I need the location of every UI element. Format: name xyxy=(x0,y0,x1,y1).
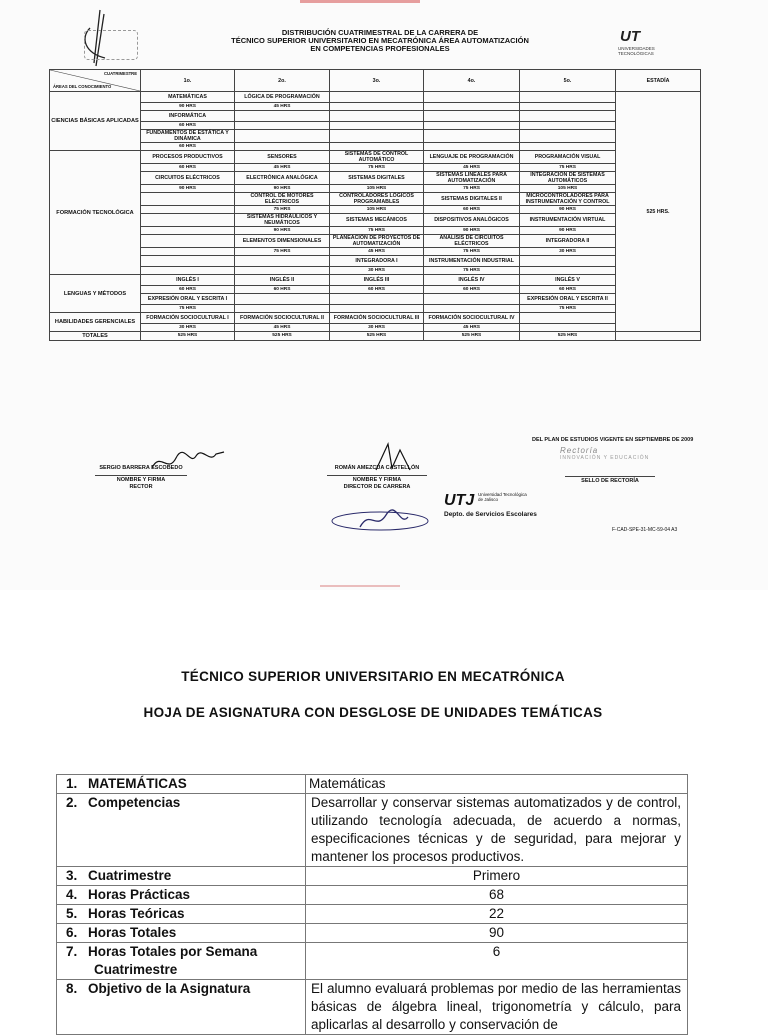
subject-cell: EXPRESIÓN ORAL Y ESCRITA II xyxy=(520,294,616,305)
subject-cell xyxy=(330,130,424,143)
hours-cell xyxy=(330,122,424,130)
subject-cell: INTEGRACIÓN DE SISTEMAS AUTOMÁTICOS xyxy=(520,172,616,185)
row-label: 6. Horas Totales xyxy=(57,924,306,943)
hours-cell: 75 HRS xyxy=(520,305,616,313)
subject-cell xyxy=(141,235,235,248)
subject-cell: PROGRAMACIÓN VISUAL xyxy=(520,151,616,164)
grid-row xyxy=(50,286,701,294)
subject-cell: SISTEMAS DIGITALES II xyxy=(424,193,520,206)
hours-cell: 60 HRS xyxy=(141,286,235,294)
seal-block xyxy=(565,476,655,485)
header-line: TÉCNICO SUPERIOR UNIVERSITARIO EN MECATRÓNICA ÁREA AUTOMATIZACIÓN xyxy=(231,36,529,45)
grid-row xyxy=(50,172,701,185)
row-value: 22 xyxy=(306,905,688,924)
hours-cell xyxy=(424,122,520,130)
subject-cell: INFORMÁTICA xyxy=(141,111,235,122)
column-header: 4o. xyxy=(424,70,520,92)
grid-row xyxy=(50,185,701,193)
utj-department: Depto. de Servicios Escolares xyxy=(444,511,537,518)
rector-caption: NOMBRE Y FIRMA xyxy=(116,477,166,483)
red-mark xyxy=(300,0,420,3)
rector-role: RECTOR xyxy=(129,484,153,490)
rector-name: SERGIO BARRERA ESCOBEDO xyxy=(99,465,183,471)
hours-cell xyxy=(141,206,235,214)
hours-cell xyxy=(330,103,424,111)
total-cell: 525 HRS xyxy=(141,332,235,341)
table-row xyxy=(57,775,688,794)
hours-cell: 60 HRS xyxy=(141,122,235,130)
table-row xyxy=(57,794,688,867)
table-row xyxy=(57,886,688,905)
hours-cell: 30 HRS xyxy=(330,324,424,332)
subject-cell xyxy=(330,111,424,122)
subject-cell: SISTEMAS LINEALES PARA AUTOMATIZACIÓN xyxy=(424,172,520,185)
utj-logo-sub: Universidad Tecnológica xyxy=(478,492,527,497)
red-mark xyxy=(320,585,400,587)
header-line: DISTRIBUCIÓN CUATRIMESTRAL DE LA CARRERA DE xyxy=(281,28,479,37)
subject-cell: INTEGRADORA II xyxy=(520,235,616,248)
totals-row xyxy=(50,332,701,341)
hours-cell: 75 HRS xyxy=(235,206,330,214)
grid-row xyxy=(50,214,701,227)
hours-cell: 60 HRS xyxy=(424,206,520,214)
hours-cell: 30 HRS xyxy=(141,324,235,332)
hours-cell: 45 HRS xyxy=(330,248,424,256)
page-title: TÉCNICO SUPERIOR UNIVERSITARIO EN MECATRÓNICA xyxy=(181,669,565,684)
subject-cell xyxy=(330,92,424,103)
hours-cell xyxy=(235,305,330,313)
hours-cell: 75 HRS xyxy=(141,305,235,313)
row-value: Primero xyxy=(306,867,688,886)
document-code: F-CAD-SPE-31-MC-59-04 A3 xyxy=(612,527,678,533)
subject-cell: INSTRUMENTACIÓN INDUSTRIAL xyxy=(424,256,520,267)
director-role: DIRECTOR DE CARRERA xyxy=(343,484,411,490)
grid-header-row xyxy=(50,70,701,92)
hours-cell: 60 HRS xyxy=(141,164,235,172)
area-label: HABILIDADES GERENCIALES xyxy=(50,313,141,332)
hours-cell: 90 HRS xyxy=(424,227,520,235)
column-header: 5o. xyxy=(520,70,616,92)
column-header: ESTADÍA xyxy=(616,70,701,92)
ut-logo-sub: TECNOLÓGICAS xyxy=(618,51,654,56)
grid-corner xyxy=(50,70,141,92)
subject-cell: LENGUAJE DE PROGRAMACIÓN xyxy=(424,151,520,164)
grid-row xyxy=(50,103,701,111)
subject-cell: SISTEMAS HIDRÁULICOS Y NEUMÁTICOS xyxy=(235,214,330,227)
grid-row xyxy=(50,143,701,151)
subject-cell xyxy=(424,92,520,103)
row-value: 68 xyxy=(306,886,688,905)
hours-cell: 75 HRS xyxy=(424,248,520,256)
grid-row xyxy=(50,275,701,286)
subject-cell xyxy=(330,294,424,305)
grid-row xyxy=(50,248,701,256)
subject-cell: SISTEMAS DIGITALES xyxy=(330,172,424,185)
subject-cell: ANÁLISIS DE CIRCUITOS ELÉCTRICOS xyxy=(424,235,520,248)
table-row xyxy=(57,980,688,1035)
row-label: 4. Horas Prácticas xyxy=(57,886,306,905)
row-label: 5. Horas Teóricas xyxy=(57,905,306,924)
subject-cell xyxy=(520,130,616,143)
hours-cell xyxy=(520,143,616,151)
corner-label-top: CUATRIMESTRE xyxy=(104,71,137,76)
estadia-cell xyxy=(616,92,701,332)
table-row xyxy=(57,867,688,886)
subject-cell xyxy=(141,256,235,267)
ut-logo-mark: UT xyxy=(620,28,640,45)
hours-cell: 45 HRS xyxy=(424,324,520,332)
hours-cell: 105 HRS xyxy=(520,185,616,193)
subject-cell: INGLÉS V xyxy=(520,275,616,286)
total-cell: 525 HRS xyxy=(424,332,520,341)
hours-cell: 90 HRS xyxy=(235,185,330,193)
column-header: 2o. xyxy=(235,70,330,92)
hours-cell: 75 HRS xyxy=(424,185,520,193)
document-header xyxy=(200,29,560,53)
grid-row xyxy=(50,305,701,313)
page-subtitle: HOJA DE ASIGNATURA CON DESGLOSE DE UNIDADES TEMÁTICAS xyxy=(143,705,603,720)
hours-cell: 90 HRS xyxy=(141,103,235,111)
grid-row xyxy=(50,227,701,235)
subject-cell: FORMACIÓN SOCIOCULTURAL I xyxy=(141,313,235,324)
subject-cell xyxy=(520,92,616,103)
subject-cell xyxy=(235,256,330,267)
subject-cell: SENSORES xyxy=(235,151,330,164)
grid-row xyxy=(50,256,701,267)
subject-cell xyxy=(424,111,520,122)
subject-cell: LÓGICA DE PROGRAMACIÓN xyxy=(235,92,330,103)
subject-cell: EXPRESIÓN ORAL Y ESCRITA I xyxy=(141,294,235,305)
grid-row xyxy=(50,151,701,164)
hours-cell: 90 HRS xyxy=(520,227,616,235)
utj-logo-mark: UTJ xyxy=(444,492,475,509)
hours-cell: 75 HRS xyxy=(424,267,520,275)
area-label: CIENCIAS BÁSICAS APLICADAS xyxy=(50,92,141,151)
grid-row xyxy=(50,193,701,206)
subject-cell: FORMACIÓN SOCIOCULTURAL II xyxy=(235,313,330,324)
director-caption: NOMBRE Y FIRMA xyxy=(352,477,402,483)
subject-cell: MATEMÁTICAS xyxy=(141,92,235,103)
hours-cell xyxy=(235,267,330,275)
subject-table xyxy=(56,774,688,1035)
subject-cell: FORMACIÓN SOCIOCULTURAL III xyxy=(330,313,424,324)
row-label: 1. MATEMÁTICAS xyxy=(57,775,306,794)
row-value: Matemáticas xyxy=(306,775,688,794)
hours-cell xyxy=(141,227,235,235)
hours-cell xyxy=(235,143,330,151)
rector-signature-block xyxy=(95,465,187,491)
subject-cell: CONTROLADORES LÓGICOS PROGRAMABLES xyxy=(330,193,424,206)
curriculum-grid xyxy=(49,69,701,341)
grid-row xyxy=(50,164,701,172)
subject-cell xyxy=(424,294,520,305)
table-row xyxy=(57,924,688,943)
subject-cell xyxy=(424,130,520,143)
grid-row xyxy=(50,206,701,214)
hours-cell: 105 HRS xyxy=(330,185,424,193)
grid-row xyxy=(50,235,701,248)
utj-logo xyxy=(444,490,537,520)
hours-cell: 75 HRS xyxy=(330,227,424,235)
subject-cell: SISTEMAS DE CONTROL AUTOMÁTICO xyxy=(330,151,424,164)
row-label: 3. Cuatrimestre xyxy=(57,867,306,886)
escolares-signature-icon xyxy=(330,505,440,535)
column-header: 3o. xyxy=(330,70,424,92)
table-row xyxy=(57,905,688,924)
hours-cell xyxy=(520,103,616,111)
hours-cell xyxy=(520,122,616,130)
grid-row xyxy=(50,267,701,275)
subject-cell: INGLÉS I xyxy=(141,275,235,286)
row-label: 7. Horas Totales por Semana Cuatrimestre xyxy=(57,943,306,980)
corner-label-bottom: ÁREAS DEL CONOCIMIENTO xyxy=(53,84,112,89)
ut-logo-icon xyxy=(618,26,658,46)
hours-cell: 90 HRS xyxy=(520,206,616,214)
hours-cell: 45 HRS xyxy=(424,164,520,172)
hours-cell: 45 HRS xyxy=(235,324,330,332)
subject-cell xyxy=(520,111,616,122)
subject-cell xyxy=(141,193,235,206)
subject-cell: FORMACIÓN SOCIOCULTURAL IV xyxy=(424,313,520,324)
area-label: LENGUAS Y MÉTODOS xyxy=(50,275,141,313)
director-signature-block xyxy=(327,465,427,491)
hours-cell xyxy=(424,305,520,313)
hours-cell xyxy=(520,324,616,332)
hours-cell xyxy=(424,103,520,111)
total-cell: 525 HRS xyxy=(520,332,616,341)
hours-cell: 75 HRS xyxy=(235,248,330,256)
estadia-hours: 525 HRS. xyxy=(646,208,670,215)
subject-cell: PLANEACIÓN DE PROYECTOS DE AUTOMATIZACIÓN xyxy=(330,235,424,248)
row-value: El alumno evaluará problemas por medio de las herramientas básicas de álgebra lineal, trigonometría y cálculo, para aplicarlas al desarrollo y conservación de xyxy=(306,980,688,1035)
hours-cell: 30 HRS xyxy=(520,248,616,256)
grid-row xyxy=(50,92,701,103)
table-row xyxy=(57,943,688,980)
hours-cell xyxy=(330,143,424,151)
row-label: 2. Competencias xyxy=(57,794,306,867)
subject-cell xyxy=(141,214,235,227)
hours-cell: 60 HRS xyxy=(424,286,520,294)
ut-logo xyxy=(618,26,678,61)
subject-cell: INGLÉS IV xyxy=(424,275,520,286)
hours-cell: 60 HRS xyxy=(330,286,424,294)
subject-cell: DISPOSITIVOS ANALÓGICOS xyxy=(424,214,520,227)
subject-cell: MICROCONTROLADORES PARA INSTRUMENTACIÓN Y CONTROL xyxy=(520,193,616,206)
subject-cell: CIRCUITOS ELÉCTRICOS xyxy=(141,172,235,185)
government-seal-icon xyxy=(84,30,138,60)
seal-stamp-text: Rectoría xyxy=(560,446,599,455)
hours-cell: 75 HRS xyxy=(330,164,424,172)
ut-logo-sub: UNIVERSIDADES xyxy=(618,46,655,51)
hours-cell xyxy=(141,248,235,256)
hours-cell: 90 HRS xyxy=(235,227,330,235)
total-cell: 525 HRS xyxy=(235,332,330,341)
grid-row xyxy=(50,324,701,332)
subject-cell xyxy=(520,313,616,324)
seal-stamp-sub: INNOVACIÓN Y EDUCACIÓN xyxy=(560,455,650,461)
subject-cell: CONTROL DE MOTORES ELÉCTRICOS xyxy=(235,193,330,206)
hours-cell: 60 HRS xyxy=(235,286,330,294)
subject-cell: PROCESOS PRODUCTIVOS xyxy=(141,151,235,164)
row-label: 8. Objetivo de la Asignatura xyxy=(57,980,306,1035)
subject-cell xyxy=(235,130,330,143)
subject-cell: ELEMENTOS DIMENSIONALES xyxy=(235,235,330,248)
subject-cell: INTEGRADORA I xyxy=(330,256,424,267)
grid-row xyxy=(50,294,701,305)
row-value: 6 xyxy=(306,943,688,980)
hours-cell: 30 HRS xyxy=(330,267,424,275)
grid-row xyxy=(50,111,701,122)
subject-cell: SISTEMAS MECÁNICOS xyxy=(330,214,424,227)
area-label: FORMACIÓN TECNOLÓGICA xyxy=(50,151,141,275)
hours-cell: 60 HRS xyxy=(520,286,616,294)
subject-cell: INGLÉS II xyxy=(235,275,330,286)
hours-cell xyxy=(424,143,520,151)
area-label: TOTALES xyxy=(50,332,141,341)
total-cell xyxy=(616,332,701,341)
row-value: 90 xyxy=(306,924,688,943)
grid-row xyxy=(50,313,701,324)
header-line: EN COMPETENCIAS PROFESIONALES xyxy=(310,44,450,53)
hours-cell: 60 HRS xyxy=(141,143,235,151)
seal-label: SELLO DE RECTORÍA xyxy=(581,478,639,484)
plan-note: DEL PLAN DE ESTUDIOS VIGENTE EN SEPTIEMBRE DE 2009 xyxy=(532,437,694,443)
total-cell: 525 HRS xyxy=(330,332,424,341)
hours-cell xyxy=(520,267,616,275)
hours-cell: 90 HRS xyxy=(141,185,235,193)
hours-cell: 45 HRS xyxy=(235,103,330,111)
director-name: ROMÁN AMEZCUA CASTELLÓN xyxy=(334,465,420,471)
subject-cell xyxy=(235,111,330,122)
hours-cell: 45 HRS xyxy=(235,164,330,172)
hours-cell xyxy=(235,122,330,130)
column-header: 1o. xyxy=(141,70,235,92)
utj-logo-sub: de Jalisco xyxy=(478,497,499,502)
hours-cell xyxy=(141,267,235,275)
subject-cell xyxy=(235,294,330,305)
grid-row xyxy=(50,130,701,143)
subject-cell: FUNDAMENTOS DE ESTÁTICA Y DINÁMICA xyxy=(141,130,235,143)
subject-cell: INSTRUMENTACIÓN VIRTUAL xyxy=(520,214,616,227)
hours-cell: 75 HRS xyxy=(520,164,616,172)
row-value: Desarrollar y conservar sistemas automatizados y de control, utilizando tecnología adecuada, de acuerdo a normas, especificaciones técnicas y de seguridad, para mejorar y mantener los procesos productivos. xyxy=(306,794,688,867)
subject-cell: ELECTRÓNICA ANALÓGICA xyxy=(235,172,330,185)
subject-cell: INGLÉS III xyxy=(330,275,424,286)
hours-cell xyxy=(330,305,424,313)
subject-cell xyxy=(520,256,616,267)
hours-cell: 105 HRS xyxy=(330,206,424,214)
grid-row xyxy=(50,122,701,130)
